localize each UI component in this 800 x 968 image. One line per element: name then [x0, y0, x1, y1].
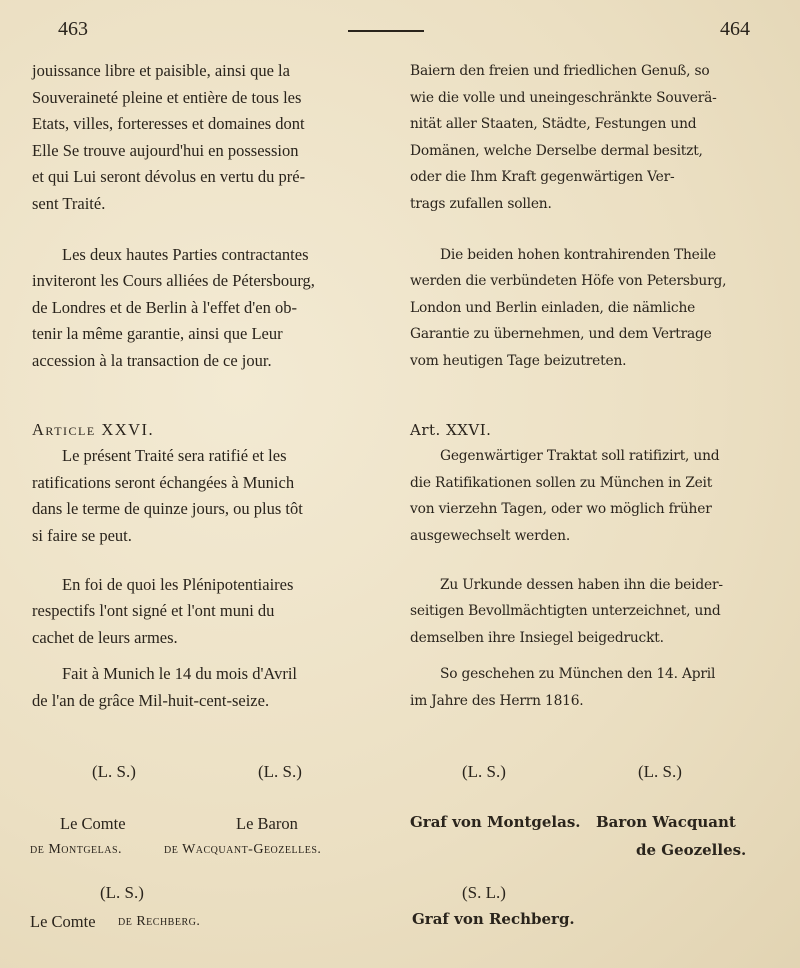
- de-para4: Zu Urkunde dessen haben ihn die beider- seitigen Bevollmächtigten unterzeichnet, und demselben ihre Insiegel beigedruckt.: [410, 576, 723, 646]
- seal-ls-1: (L. S.): [92, 762, 136, 781]
- sig-fr-comte: Le Comte: [60, 814, 126, 833]
- de-para5: So geschehen zu München den 14. April im Jahre des Herrn 1816.: [410, 666, 716, 709]
- sig-fr-montgelas: de Montgelas.: [30, 842, 123, 857]
- fr-article-heading: Article XXVI.: [32, 419, 155, 439]
- header-rule: [348, 30, 424, 32]
- sig-de-geozelles: de Geozelles.: [636, 841, 747, 859]
- sig-fr-wacquant: de Wacquant-Geozelles.: [164, 842, 322, 857]
- sig-de-rechberg: Graf von Rechberg.: [412, 910, 575, 928]
- sig-fr-rechberg: de Rechberg.: [118, 914, 201, 929]
- german-column: [410, 58, 772, 714]
- seal-sl: (S. L.): [462, 883, 506, 902]
- french-column: [32, 58, 392, 714]
- fr-para2: Les deux hautes Parties contractantes inviteront les Cours alliées de Pétersbourg, de Londres et de Berlin à l'effet d'en ob- tenir la même garantie, ainsi que Leur accession à la transaction de ce jour.: [32, 244, 315, 370]
- de-para2: Die beiden hohen kontrahirenden Theile werden die verbündeten Höfe von Petersburg, London und Berlin einladen, die nämliche Garantie zu übernehmen, und dem Vertrage vom heutigen Tage beizutreten.: [410, 246, 727, 369]
- fr-para1: jouissance libre et paisible, ainsi que la Souveraineté pleine et entière de tous les Etats, villes, forteresses et domaines dont Elle Se trouve aujourd'hui en possession et qui Lui seront dévolus en vertu du pré- sent Traité.: [32, 61, 306, 213]
- seal-ls-5: (L. S.): [100, 883, 144, 902]
- de-para1: Baiern den freien und friedlichen Genuß, so wie die volle und uneingeschränkte Souverä- nität aller Staaten, Städte, Festungen und Domänen, welche Derselbe dermal besitzt, oder die Ihm Kraft gegenwärtigen Ver- trags zufallen sollen.: [410, 63, 717, 212]
- fr-para5: Fait à Munich le 14 du mois d'Avril de l'an de grâce Mil-huit-cent-seize.: [32, 664, 298, 710]
- page-number-left: 463: [58, 18, 88, 40]
- sig-de-montgelas: Graf von Montgelas.: [410, 813, 581, 831]
- seal-ls-4: (L. S.): [638, 762, 682, 781]
- de-article-heading: Art. XXVI.: [410, 420, 492, 439]
- fr-para4: En foi de quoi les Plénipotentiaires respectifs l'ont signé et l'ont muni du cachet de leurs armes.: [32, 574, 294, 647]
- page-number-right: 464: [720, 18, 750, 40]
- de-para3: Gegenwärtiger Traktat soll ratifizirt, und die Ratifikationen sollen zu München in Zeit von vierzehn Tagen, oder wo möglich früher ausgewechselt werden.: [410, 448, 720, 544]
- fr-para3: Le présent Traité sera ratifié et les ratifications seront échangées à Munich dans le terme de quinze jours, ou plus tôt si faire se peut.: [32, 446, 303, 545]
- seal-ls-3: (L. S.): [462, 762, 506, 781]
- sig-de-wacquant: Baron Wacquant: [596, 813, 736, 831]
- sig-fr-baron: Le Baron: [236, 814, 298, 833]
- seal-ls-2: (L. S.): [258, 762, 302, 781]
- sig-fr-comte2: Le Comte: [30, 912, 96, 931]
